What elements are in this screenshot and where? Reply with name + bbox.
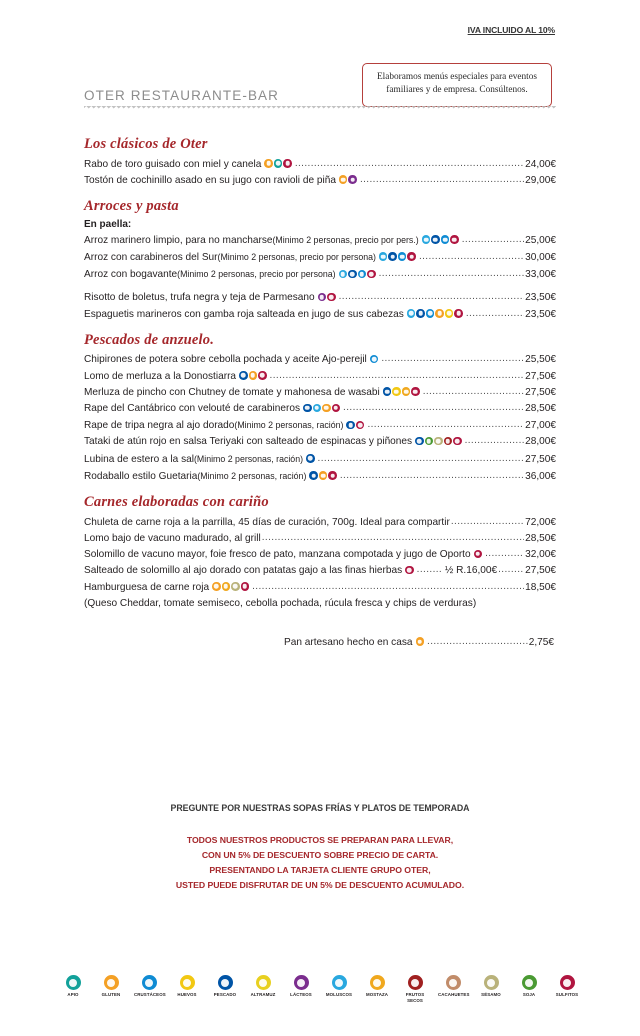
- sulfitos-icon: [367, 270, 376, 279]
- legend-item-apio: [58, 975, 88, 1003]
- soja-icon: [522, 975, 537, 990]
- crustaceos-icon: [358, 270, 367, 279]
- menu-item-price: 2,75€: [528, 636, 554, 648]
- legend-item-sulfitos: [552, 975, 582, 1003]
- iva-note: IVA INCLUIDO AL 10%: [467, 25, 555, 35]
- menu-item-name: Solomillo de vacuno mayor, foie fresco de pato, manzana compotada y jugo de Oporto: [84, 549, 471, 561]
- sulfitos-icon: [327, 293, 336, 302]
- legend-item-sesamo: [476, 975, 506, 1003]
- legend-item-altramuz: [248, 975, 278, 1003]
- dot-leader: [381, 351, 524, 361]
- moluscos-icon: [332, 975, 347, 990]
- menu-item-price: 29,00€: [525, 174, 556, 186]
- crustaceos-icon: [426, 309, 435, 318]
- pescado-icon: [431, 235, 440, 244]
- crustaceos-icon: [441, 235, 450, 244]
- sulfitos-icon: [405, 566, 414, 575]
- legend-item-soja: [514, 975, 544, 1003]
- menu-item-price: 32,00€: [525, 549, 556, 561]
- pescado-icon: [303, 404, 312, 413]
- allergen-icon-group: [339, 175, 357, 184]
- menu-item-price: 33,00€: [525, 269, 556, 281]
- menu-item-name: Tostón de cochinillo asado en su jugo con ravioli de piña: [84, 174, 336, 186]
- legend-item-moluscos: [324, 975, 354, 1003]
- menu-item-price: 25,50€: [525, 354, 556, 366]
- dot-leader: [295, 156, 524, 166]
- menu-item: [84, 434, 556, 450]
- gluten-icon: [212, 582, 221, 591]
- crustaceos-icon: [142, 975, 157, 990]
- legend-item-label: CRUSTÁCEOS: [134, 992, 166, 997]
- menu-item: [84, 385, 556, 401]
- menu-item: [84, 290, 556, 306]
- dot-leader: [498, 562, 524, 572]
- menu-section-title: Los clásicos de Oter: [84, 136, 208, 152]
- allergen-icon-group: [383, 387, 420, 396]
- pescado-icon: [239, 371, 248, 380]
- dot-leader: [367, 417, 524, 427]
- pescado-icon: [346, 421, 355, 430]
- menu-item-name: Lomo bajo de vacuno madurado, al grill: [84, 532, 261, 544]
- menu-subheading: En paella:: [84, 218, 132, 230]
- sulfitos-icon: [450, 235, 459, 244]
- menu-item-name: Chuleta de carne roja a la parrilla, 45 días de curación, 700g. Ideal para compartir: [84, 516, 450, 528]
- allergen-icon-group: [474, 550, 483, 559]
- legend-item-frutos-secos: [400, 975, 430, 1003]
- frutos-secos-icon: [444, 437, 453, 446]
- menu-item-price: 72,00€: [525, 516, 556, 528]
- lacteos-icon: [348, 175, 357, 184]
- legend-item-label: LÁCTEOS: [290, 992, 312, 997]
- sesamo-icon: [434, 437, 443, 446]
- menu-item: [84, 563, 556, 579]
- legend-item-label: SULFITOS: [555, 992, 579, 997]
- sulfitos-icon: [407, 252, 416, 261]
- allergen-icon-group: [339, 270, 376, 279]
- allergen-icon-group: [405, 566, 414, 575]
- pescado-icon: [388, 252, 397, 261]
- allergen-icon-group: [212, 582, 249, 591]
- menu-item: [284, 635, 554, 651]
- menu-item-name: Rabo de toro guisado con miel y canela: [84, 158, 262, 170]
- frutos-secos-icon: [408, 975, 423, 990]
- altramuz-icon: [256, 975, 271, 990]
- menu-item-name: Arroz marinero limpio, para no mancharse: [84, 234, 273, 246]
- legend-item-huevos: [172, 975, 202, 1003]
- dot-leader: [423, 384, 524, 394]
- menu-item: [84, 352, 556, 368]
- dot-leader: [379, 266, 525, 276]
- sulfitos-icon: [283, 159, 292, 168]
- pescado-icon: [309, 471, 318, 480]
- moluscos-icon: [407, 309, 416, 318]
- takeaway-discount-line: PRESENTANDO LA TARJETA CLIENTE GRUPO OTER,: [209, 865, 431, 875]
- menu-item-price: 28,50€: [525, 403, 556, 415]
- sulfitos-icon: [241, 582, 250, 591]
- sesamo-icon: [484, 975, 499, 990]
- dot-leader: [339, 289, 525, 299]
- menu-item-price: 27,50€: [525, 370, 556, 382]
- legend-item-label: CACAHUETES: [438, 992, 470, 997]
- menu-item: [84, 547, 556, 563]
- legend-item-label: MOLUSCOS: [325, 992, 353, 997]
- allergen-icon-group: [309, 471, 337, 480]
- legend-item-cacahuetes: [438, 975, 468, 1003]
- dot-leader: [252, 579, 524, 589]
- menu-item-price: 18,50€: [525, 581, 556, 593]
- menu-sections: [84, 136, 556, 651]
- pescado-icon: [383, 387, 392, 396]
- allergen-icon-group: [379, 252, 416, 261]
- sulfitos-icon: [328, 471, 337, 480]
- menu-item: [84, 249, 556, 266]
- menu-item-name: Salteado de solomillo al ajo dorado con patatas gajo a las finas hierbas: [84, 565, 403, 577]
- menu-item-name: Rape del Cantábrico con velouté de carabineros: [84, 403, 301, 415]
- moluscos-icon: [422, 235, 431, 244]
- menu-section: [84, 494, 556, 611]
- allergen-icon-group: [416, 637, 425, 646]
- gluten-icon: [319, 471, 328, 480]
- legend-item-gluten: [96, 975, 126, 1003]
- legend-item-lacteos: [286, 975, 316, 1003]
- legend-item-label: FRUTOS SECOS: [405, 992, 425, 1003]
- menu-item-price: 24,00€: [525, 158, 556, 170]
- crustaceos-icon: [398, 252, 407, 261]
- dot-leader: [466, 306, 524, 316]
- takeaway-discount-line: USTED PUEDE DISFRUTAR DE UN 5% DE DESCUENTO ACUMULADO.: [175, 880, 465, 890]
- takeaway-discount-line: CON UN 5% DE DESCUENTO SOBRE PRECIO DE CARTA.: [201, 850, 439, 860]
- menu-item: [84, 173, 556, 189]
- allergen-icon-group: [407, 309, 463, 318]
- legend-item-label: ALTRAMUZ: [250, 992, 276, 997]
- cacahuetes-icon: [446, 975, 461, 990]
- menu-item-price: 30,00€: [525, 251, 556, 263]
- allergen-icon-group: [415, 437, 462, 446]
- mostaza-icon: [222, 582, 231, 591]
- menu-section-title: Pescados de anzuelo.: [84, 331, 215, 348]
- menu-item-price: 28,50€: [525, 532, 556, 544]
- allergen-legend: [0, 975, 640, 1003]
- menu-item-note: (Minimo 2 personas, precio por persona): [177, 269, 336, 280]
- crustaceos-icon: [370, 355, 379, 364]
- gluten-icon: [435, 309, 444, 318]
- menu-item-note: (Minimo 2 personas, precio por pers.): [272, 234, 419, 245]
- sulfitos-icon: [474, 550, 483, 559]
- menu-item: [84, 531, 556, 547]
- menu-item-price: 23,50€: [525, 292, 556, 304]
- menu-item-price: 28,00€: [525, 436, 556, 448]
- sulfitos-icon: [332, 404, 341, 413]
- menu-section-title: Carnes elaboradas con cariño: [84, 494, 269, 511]
- legend-item-crustaceos: [134, 975, 164, 1003]
- gluten-icon: [416, 637, 425, 646]
- pescado-icon: [306, 454, 315, 463]
- pescado-icon: [416, 309, 425, 318]
- sulfitos-icon: [560, 975, 575, 990]
- mostaza-icon: [370, 975, 385, 990]
- menu-section: [84, 136, 556, 189]
- gluten-icon: [322, 404, 331, 413]
- menu-item-name: Lubina de estero a la sal: [84, 453, 194, 465]
- apio-icon: [274, 159, 283, 168]
- dot-leader: [318, 451, 525, 461]
- menu-item-name: Merluza de pincho con Chutney de tomate y mahonesa de wasabi: [84, 386, 380, 398]
- menu-item-note: (Minimo 2 personas, ración): [194, 453, 304, 464]
- moluscos-icon: [313, 404, 322, 413]
- menu-item: [84, 157, 556, 173]
- gluten-icon: [264, 159, 273, 168]
- allergen-icon-group: [346, 421, 364, 430]
- dot-leader: [417, 562, 442, 572]
- huevos-icon: [445, 309, 454, 318]
- menu-item-name: Tataki de atún rojo en salsa Teriyaki con salteado de espinacas y piñones: [84, 436, 413, 448]
- menu-item-note: (Minimo 2 personas, ración): [197, 470, 307, 481]
- dot-leader: [465, 433, 525, 443]
- legend-item-label: MOSTAZA: [365, 992, 389, 997]
- dot-leader: [419, 249, 524, 259]
- menu-item-name: Arroz con bogavante: [84, 269, 178, 281]
- dot-leader: [462, 232, 524, 242]
- sesamo-icon: [231, 582, 240, 591]
- allergen-icon-group: [264, 159, 292, 168]
- allergen-icon-group: [306, 454, 315, 463]
- mostaza-icon: [402, 387, 411, 396]
- dot-leader: [485, 546, 524, 556]
- menu-item-price: 27,50€: [525, 453, 556, 465]
- page-title: OTER RESTAURANTE-BAR: [84, 88, 280, 103]
- lacteos-icon: [318, 293, 327, 302]
- legend-item-label: PESCADO: [213, 992, 237, 997]
- legend-item-label: GLUTEN: [101, 992, 121, 997]
- menu-item-name: Lomo de merluza a la Donostiarra: [84, 370, 237, 382]
- gluten-icon: [249, 371, 258, 380]
- dot-leader: [451, 514, 524, 524]
- menu-item-price: 36,00€: [525, 470, 556, 482]
- menu-item: [84, 232, 556, 249]
- dot-leader: [360, 172, 524, 182]
- soja-icon: [425, 437, 434, 446]
- takeaway-discount-line: TODOS NUESTROS PRODUCTOS SE PREPARAN PARA LLEVAR,: [186, 835, 454, 845]
- legend-item-label: HUEVOS: [177, 992, 197, 997]
- menu-item-name: Arroz con carabineros del Sur: [84, 251, 218, 263]
- sulfitos-icon: [453, 437, 462, 446]
- lacteos-icon: [294, 975, 309, 990]
- takeaway-discount-note: [0, 833, 640, 893]
- bread-row: [84, 635, 556, 651]
- menu-item: [84, 369, 556, 385]
- menu-item-price: 25,00€: [525, 234, 556, 246]
- pescado-icon: [415, 437, 424, 446]
- menu-item-name: Hamburguesa de carne roja: [84, 581, 210, 593]
- huevos-icon: [180, 975, 195, 990]
- menu-item: [84, 580, 556, 596]
- menu-item-name: Rodaballo estilo Guetaria: [84, 470, 198, 482]
- legend-item-mostaza: [362, 975, 392, 1003]
- menu-item-half-ration-price: ½ R.16,00€: [444, 565, 498, 577]
- allergen-icon-group: [370, 355, 379, 364]
- menu-section-title: Arroces y pasta: [84, 198, 179, 215]
- dot-leader: [262, 530, 524, 540]
- menu-item-name: Chipirones de potera sobre cebolla pochada y aceite Ajo-perejil: [84, 354, 367, 366]
- menu-item-price: 27,50€: [525, 386, 556, 398]
- events-notice-box: Elaboramos menús especiales para eventos familiares y de empresa. Consúltenos.: [362, 63, 552, 107]
- gluten-icon: [104, 975, 119, 990]
- legend-item-label: APIO: [67, 992, 79, 997]
- dot-leader: [343, 400, 524, 410]
- sulfitos-icon: [356, 421, 365, 430]
- moluscos-icon: [339, 270, 348, 279]
- seasonal-note: PREGUNTE POR NUESTRAS SOPAS FRÍAS Y PLATOS DE TEMPORADA: [170, 803, 470, 813]
- menu-item-note: (Minimo 2 personas, ración): [234, 420, 344, 431]
- zigzag-divider: [84, 106, 556, 111]
- sulfitos-icon: [454, 309, 463, 318]
- dot-leader: [340, 468, 524, 478]
- allergen-icon-group: [318, 293, 336, 302]
- sulfitos-icon: [411, 387, 420, 396]
- legend-item-label: SÉSAMO: [481, 992, 501, 997]
- allergen-icon-group: [422, 235, 459, 244]
- menu-item: [84, 417, 556, 434]
- menu-item-price: 23,50€: [525, 308, 556, 320]
- menu-section: [84, 198, 556, 323]
- huevos-icon: [392, 387, 401, 396]
- apio-icon: [66, 975, 81, 990]
- pescado-icon: [218, 975, 233, 990]
- menu-item: [84, 515, 556, 531]
- menu-item: [84, 401, 556, 417]
- sulfitos-icon: [258, 371, 267, 380]
- allergen-icon-group: [303, 404, 340, 413]
- menu-item: [84, 307, 556, 323]
- pescado-icon: [348, 270, 357, 279]
- menu-item-price: 27,00€: [525, 420, 556, 432]
- moluscos-icon: [379, 252, 388, 261]
- legend-item-label: SOJA: [522, 992, 536, 997]
- gluten-icon: [339, 175, 348, 184]
- dot-leader: [270, 368, 525, 378]
- menu-item-price: 27,50€: [525, 565, 556, 577]
- dot-leader: [427, 634, 528, 644]
- menu-item-subnote: (Queso Cheddar, tomate semiseco, cebolla pochada, rúcula fresca y chips de verduras): [84, 597, 477, 609]
- menu-section: [84, 332, 556, 485]
- brand-header: [84, 88, 556, 111]
- legend-item-pescado: [210, 975, 240, 1003]
- allergen-icon-group: [239, 371, 267, 380]
- menu-item: [84, 266, 556, 283]
- menu-item-name: Rape de tripa negra al ajo dorado: [84, 420, 235, 432]
- menu-item: [84, 468, 556, 485]
- menu-item-name: Pan artesano hecho en casa: [284, 636, 413, 648]
- menu-item-note: (Minimo 2 personas, precio por persona): [217, 251, 376, 262]
- menu-item-name: Risotto de boletus, trufa negra y teja de Parmesano: [84, 292, 315, 304]
- menu-item-name: Espaguetis marineros con gamba roja salteada en jugo de sus cabezas: [84, 308, 404, 320]
- menu-item: [84, 451, 556, 468]
